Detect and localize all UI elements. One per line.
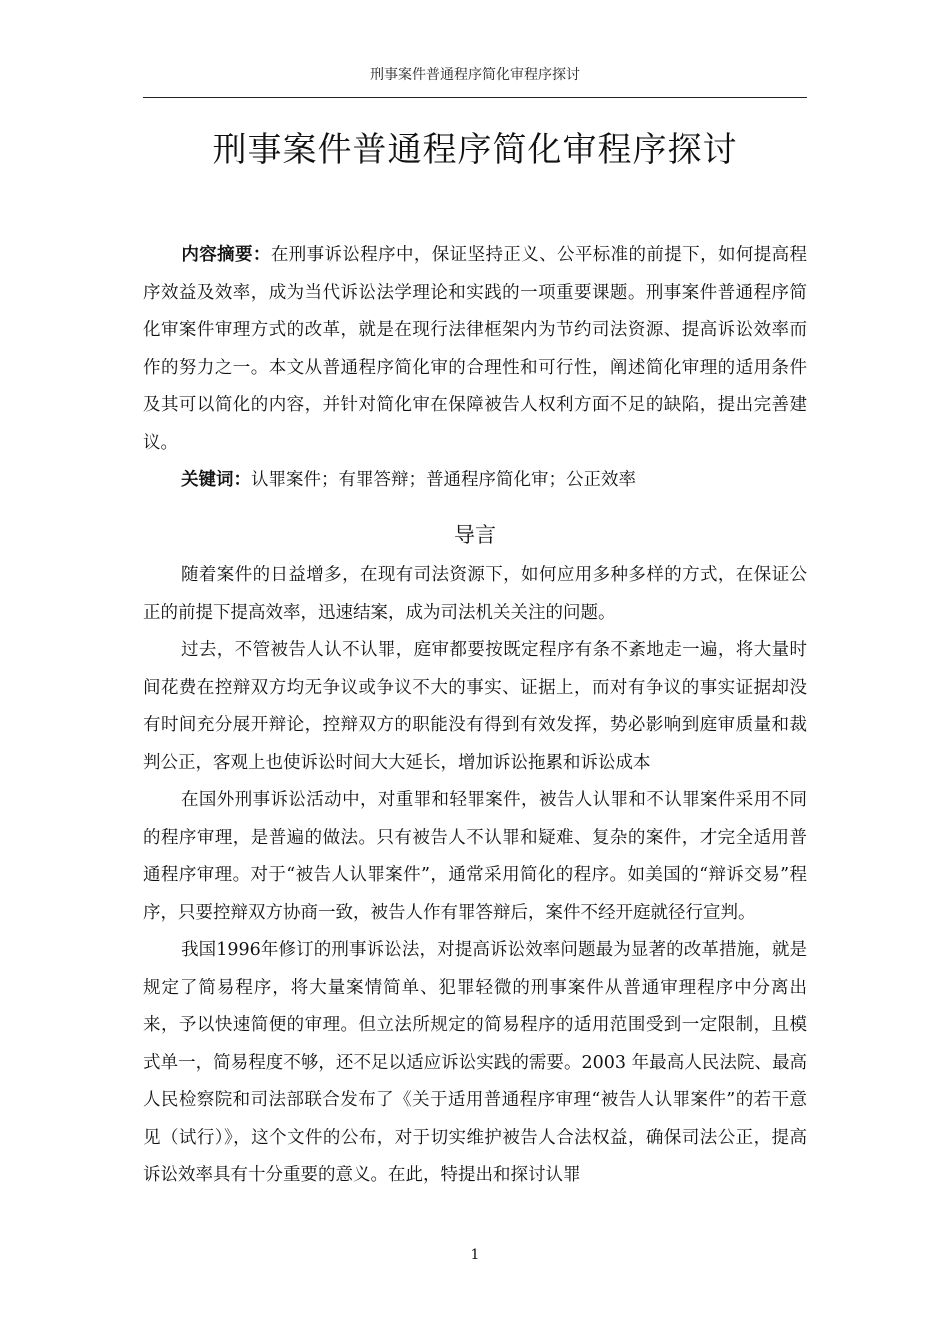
- abstract-text: 在刑事诉讼程序中，保证坚持正义、公平标准的前提下，如何提高程序效益及效率，成为当代诉讼法学理论和实践的一项重要课题。刑事案件普通程序简化审案件审理方式的改革，就是在现行法律框架内为节约司法资源、提高诉讼效率而作的努力之一。本文从普通程序简化审的合理性和可行性，阐述简化审理的适用条件及其可以简化的内容，并针对简化审在保障被告人权利方面不足的缺陷，提出完善建议。: [143, 245, 808, 453]
- paragraph: 随着案件的日益增多，在现有司法资源下，如何应用多种多样的方式，在保证公正的前提下提高效率，迅速结案，成为司法机关关注的问题。: [143, 565, 807, 623]
- page-number: 1: [470, 1247, 480, 1263]
- introduction-body: [143, 557, 807, 1195]
- keywords-label: 关键词：: [181, 470, 251, 490]
- header-rule: [143, 97, 807, 98]
- abstract: [143, 237, 807, 462]
- page-title: 刑事案件普通程序简化审程序探讨: [212, 130, 738, 170]
- keywords: [143, 462, 807, 500]
- section-heading-introduction: 导言: [454, 523, 496, 547]
- abstract-label: 内容摘要：: [181, 245, 271, 265]
- paragraph: 在国外刑事诉讼活动中，对重罪和轻罪案件，被告人认罪和不认罪案件采用不同的程序审理，是普遍的做法。只有被告人不认罪和疑难、复杂的案件，才完全适用普通程序审理。对于“被告人认罪案件”，通常采用简化的程序。如美国的“辩诉交易”程序，只要控辩双方协商一致，被告人作有罪答辩后，案件不经开庭就径行宣判。: [143, 790, 807, 923]
- keywords-text: 认罪案件；有罪答辩；普通程序简化审；公正效率: [251, 470, 636, 490]
- paragraph: 过去，不管被告人认不认罪，庭审都要按既定程序有条不紊地走一遍，将大量时间花费在控辩双方均无争议或争议不大的事实、证据上，而对有争议的事实证据却没有时间充分展开辩论，控辩双方的职能没有得到有效发挥，势必影响到庭审质量和裁判公正，客观上也使诉讼时间大大延长，增加诉讼拖累和诉讼成本: [143, 640, 807, 773]
- running-header: 刑事案件普通程序简化审程序探讨: [370, 67, 580, 83]
- paragraph: 我国1996年修订的刑事诉讼法，对提高诉讼效率问题最为显著的改革措施，就是规定了简易程序，将大量案情简单、犯罪轻微的刑事案件从普通审理程序中分离出来，予以快速简便的审理。但立法所规定的简易程序的适用范围受到一定限制，且模式单一，简易程度不够，还不足以适应诉讼实践的需要。2003 年最高人民法院、最高人民检察院和司法部联合发布了《关于适用普通程序审理“被告人认罪案件”的若干意见（试行）》，这个文件的公布，对于切实维护被告人合法权益，确保司法公正，提高诉讼效率具有十分重要的意义。在此，特提出和探讨认罪: [143, 940, 807, 1185]
